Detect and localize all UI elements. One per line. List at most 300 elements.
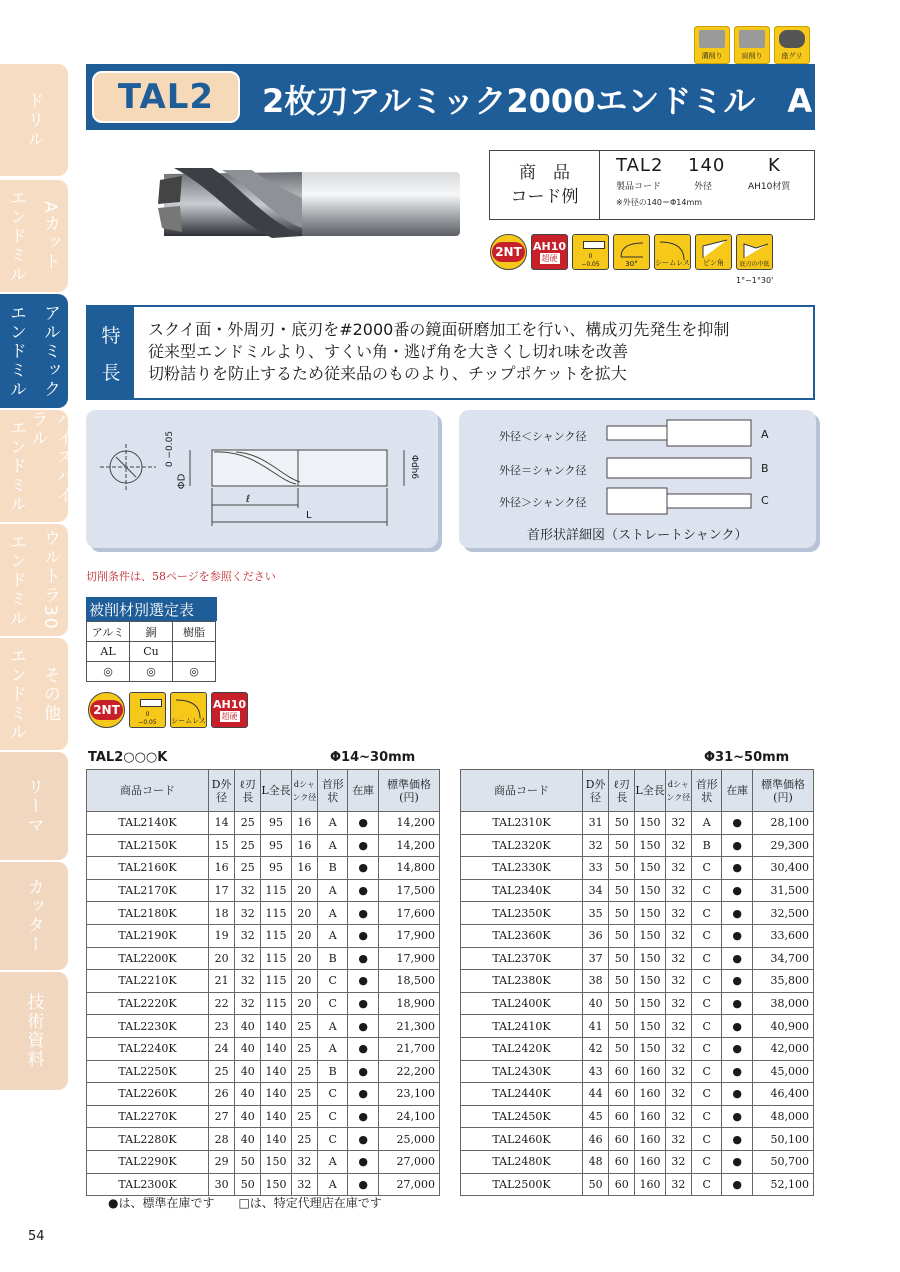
- sharp-corner-label: ピン角: [703, 259, 724, 267]
- list-price-cell: 25,000: [378, 1128, 439, 1151]
- product-code-cell: TAL2350K: [461, 902, 583, 925]
- outer-diameter-cell: 30: [209, 1173, 235, 1196]
- tab-tech[interactable]: [0, 972, 68, 1090]
- outer-diameter-cell: 42: [583, 1037, 609, 1060]
- outer-diameter-cell: 23: [209, 1015, 235, 1038]
- tab-a-cut[interactable]: [33, 180, 68, 292]
- flute-label: 2NT: [90, 700, 123, 720]
- outer-diameter-cell: 25: [209, 1060, 235, 1083]
- table-row: [87, 812, 440, 835]
- col-header: 標準価格(円): [378, 770, 439, 812]
- material-header: 樹脂: [173, 622, 216, 642]
- center-concave-icon: [736, 234, 773, 270]
- shank-diameter-cell: 32: [665, 812, 691, 835]
- stock-cell: ●: [348, 1128, 379, 1151]
- shank-diameter-cell: 25: [291, 1128, 317, 1151]
- table-row: [87, 1173, 440, 1196]
- shank-diameter-cell: 32: [665, 1173, 691, 1196]
- overall-length-cell: 150: [635, 992, 666, 1015]
- product-code-cell: TAL2250K: [87, 1060, 209, 1083]
- seamless-icon: [654, 234, 691, 270]
- shank-diameter-cell: 32: [665, 1037, 691, 1060]
- stock-cell: ●: [348, 834, 379, 857]
- tab-endmill-a[interactable]: [0, 180, 33, 292]
- outer-diameter-cell: 18: [209, 902, 235, 925]
- list-price-cell: 29,300: [752, 834, 813, 857]
- stock-cell: ●: [348, 879, 379, 902]
- shank-diameter-cell: 20: [291, 879, 317, 902]
- tab-reamer[interactable]: [0, 752, 68, 860]
- table-row: [87, 1105, 440, 1128]
- code-label-line2: コード例: [510, 187, 579, 207]
- neck-shape-cell: C: [691, 1105, 722, 1128]
- overall-length-cell: 140: [261, 1128, 292, 1151]
- table-row: [87, 1150, 440, 1173]
- list-price-cell: 40,900: [752, 1015, 813, 1038]
- product-code-cell: TAL2380K: [461, 970, 583, 993]
- icon-caption: 溝削り: [701, 52, 723, 60]
- list-price-cell: 48,000: [752, 1105, 813, 1128]
- list-price-cell: 27,000: [378, 1150, 439, 1173]
- overall-length-cell: 115: [261, 924, 292, 947]
- outer-diameter-cell: 33: [583, 857, 609, 880]
- slotting-icon: [694, 26, 730, 64]
- table-row: [87, 970, 440, 993]
- overall-length-cell: 150: [261, 1150, 292, 1173]
- table-row: [461, 992, 814, 1015]
- series-code-box: [92, 71, 240, 123]
- table-row: [87, 1128, 440, 1151]
- tab-label: ドリル: [23, 91, 44, 149]
- helix-angle-icon: [613, 234, 650, 270]
- col-header: 首形状: [691, 770, 722, 812]
- two-flute-icon: [490, 234, 527, 270]
- stock-cell: ●: [348, 1105, 379, 1128]
- stock-cell: ●: [722, 834, 753, 857]
- stock-cell: ●: [348, 1060, 379, 1083]
- flute-length-cell: 50: [609, 1037, 635, 1060]
- outer-diameter-cell: 24: [209, 1037, 235, 1060]
- flute-length-cell: 60: [609, 1173, 635, 1196]
- sharp-corner-icon: [695, 234, 732, 270]
- outer-diameter-cell: 46: [583, 1128, 609, 1151]
- list-price-cell: 14,200: [378, 812, 439, 835]
- flute-label: 2NT: [492, 242, 525, 262]
- cutting-condition-note[interactable]: 切削条件は、58ページを参照ください: [86, 570, 276, 583]
- outer-diameter-cell: 17: [209, 879, 235, 902]
- shank-diameter-cell: 16: [291, 834, 317, 857]
- flute-length-cell: 50: [609, 970, 635, 993]
- seamless-label: シームレス: [171, 717, 206, 725]
- outer-diameter-cell: 36: [583, 924, 609, 947]
- outer-diameter-cell: 19: [209, 924, 235, 947]
- table-row: [461, 879, 814, 902]
- shank-diameter-cell: 25: [291, 1105, 317, 1128]
- outer-diameter-cell: 28: [209, 1128, 235, 1151]
- outer-diameter-cell: 44: [583, 1083, 609, 1106]
- code-note: ※外径の140＝Φ14mm: [616, 198, 703, 207]
- product-code-cell: TAL2290K: [87, 1150, 209, 1173]
- product-code-cell: TAL2330K: [461, 857, 583, 880]
- tab-label: エンドミル: [6, 188, 26, 284]
- list-price-cell: 17,600: [378, 902, 439, 925]
- shank-diameter-cell: 20: [291, 970, 317, 993]
- stock-cell: ●: [348, 1037, 379, 1060]
- dimension-diagram: [86, 410, 438, 548]
- stock-cell: ●: [348, 1150, 379, 1173]
- tab-ultra30[interactable]: [33, 524, 68, 636]
- product-code-cell: TAL2440K: [461, 1083, 583, 1106]
- flute-length-cell: 50: [609, 879, 635, 902]
- product-code-cell: TAL2410K: [461, 1015, 583, 1038]
- flute-length-cell: 32: [235, 970, 261, 993]
- neck-shape-cell: C: [691, 902, 722, 925]
- outer-diameter-cell: 26: [209, 1083, 235, 1106]
- table-row: [461, 1037, 814, 1060]
- feature-line: 切粉詰りを防止するため従来品のものより、チップポケットを拡大: [148, 364, 627, 383]
- neck-row-label: 外径＝シャンク径: [499, 464, 587, 477]
- price-table-left: [86, 769, 440, 1196]
- stock-cell: ●: [722, 1083, 753, 1106]
- stock-cell: ●: [722, 1037, 753, 1060]
- tab-endmill-aluminum[interactable]: [0, 294, 33, 408]
- list-price-cell: 21,700: [378, 1037, 439, 1060]
- flute-length-cell: 60: [609, 1105, 635, 1128]
- list-price-cell: 28,100: [752, 812, 813, 835]
- product-code-cell: TAL2260K: [87, 1083, 209, 1106]
- dimension-drawing: [86, 410, 438, 548]
- product-code-cell: TAL2170K: [87, 879, 209, 902]
- neck-shape-cell: C: [317, 970, 348, 993]
- tolerance-top: 0: [588, 253, 593, 260]
- neck-row-label: 外径＞シャンク径: [499, 496, 587, 509]
- stock-cell: ●: [348, 1015, 379, 1038]
- neck-shape-cell: A: [317, 812, 348, 835]
- tolerance-bottom: −0.05: [581, 261, 600, 268]
- tab-label: リーマ: [23, 777, 44, 835]
- overall-length-cell: 160: [635, 1083, 666, 1106]
- code-material: K: [768, 155, 781, 176]
- tolerance-icon: [129, 692, 166, 728]
- page-number: 54: [28, 1229, 45, 1244]
- shank-diameter-cell: 32: [665, 1060, 691, 1083]
- list-price-cell: 50,700: [752, 1150, 813, 1173]
- tab-endmill-ultra[interactable]: [0, 524, 33, 636]
- overall-length-cell: 150: [635, 924, 666, 947]
- tab-others[interactable]: [33, 638, 68, 750]
- code-diameter: 140: [688, 155, 726, 176]
- product-code-cell: TAL2300K: [87, 1173, 209, 1196]
- overall-length-cell: 95: [261, 857, 292, 880]
- list-price-cell: 21,300: [378, 1015, 439, 1038]
- tab-drill[interactable]: [0, 64, 68, 176]
- neck-row-label: 外径＜シャンク径: [499, 430, 587, 443]
- outer-diameter-cell: 50: [583, 1173, 609, 1196]
- flute-length-cell: 32: [235, 992, 261, 1015]
- flute-length-cell: 60: [609, 1150, 635, 1173]
- neck-shape-cell: C: [317, 1105, 348, 1128]
- tolerance-label: 0 −0.05: [165, 430, 176, 468]
- center-concave-label: 底刃の中低: [739, 261, 770, 268]
- product-code-cell: TAL2370K: [461, 947, 583, 970]
- neck-shape-cell: B: [317, 947, 348, 970]
- overall-length-cell: 160: [635, 1105, 666, 1128]
- col-header: L全長: [635, 770, 666, 812]
- flute-length-cell: 40: [235, 1037, 261, 1060]
- col-header: 在庫: [348, 770, 379, 812]
- list-price-cell: 46,400: [752, 1083, 813, 1106]
- stock-cell: ●: [348, 812, 379, 835]
- material-rating: ◎: [173, 662, 216, 682]
- neck-shape-cell: A: [317, 1037, 348, 1060]
- material-header: 銅: [130, 622, 173, 642]
- code-material-caption: AH10材質: [748, 182, 791, 192]
- outer-diameter-cell: 20: [209, 947, 235, 970]
- overall-length-cell: 150: [635, 834, 666, 857]
- table-row: [461, 970, 814, 993]
- flute-length-cell: 50: [609, 812, 635, 835]
- table-row: [87, 1037, 440, 1060]
- overall-length-cell: 140: [261, 1015, 292, 1038]
- overall-length-cell: 160: [635, 1173, 666, 1196]
- list-price-cell: 17,900: [378, 947, 439, 970]
- flute-length-cell: 50: [609, 947, 635, 970]
- neck-shape-cell: A: [317, 1015, 348, 1038]
- spec-icons-small: [88, 692, 248, 728]
- features-box: [86, 305, 815, 400]
- tolerance-icon: [572, 234, 609, 270]
- list-price-cell: 14,800: [378, 857, 439, 880]
- outer-diameter-cell: 43: [583, 1060, 609, 1083]
- product-code-cell: TAL2320K: [461, 834, 583, 857]
- product-code-cell: TAL2420K: [461, 1037, 583, 1060]
- product-code-cell: TAL2190K: [87, 924, 209, 947]
- flute-length-cell: 32: [235, 879, 261, 902]
- overall-length-cell: 150: [635, 812, 666, 835]
- table-row: [461, 857, 814, 880]
- outer-diameter-cell: 38: [583, 970, 609, 993]
- product-code-cell: TAL2230K: [87, 1015, 209, 1038]
- product-code-cell: TAL2460K: [461, 1128, 583, 1151]
- outer-diameter-cell: 21: [209, 970, 235, 993]
- outer-diameter-cell: 15: [209, 834, 235, 857]
- shank-diameter-cell: 32: [665, 1083, 691, 1106]
- overall-length-cell: 150: [635, 879, 666, 902]
- tab-label: Aカット: [40, 200, 60, 272]
- table-row: [87, 1083, 440, 1106]
- shank-diameter-cell: 25: [291, 1060, 317, 1083]
- stock-legend: ●は、標準在庫です □は、特定代理店在庫です: [108, 1196, 382, 1210]
- list-price-cell: 22,200: [378, 1060, 439, 1083]
- shank-diameter-cell: 32: [665, 879, 691, 902]
- tab-label: ウルトラ30: [40, 529, 60, 631]
- material-rating: ◎: [130, 662, 173, 682]
- list-price-cell: 17,900: [378, 924, 439, 947]
- neck-shape-cell: A: [317, 902, 348, 925]
- series-code: TAL2: [117, 77, 215, 117]
- neck-shape-cell: C: [317, 992, 348, 1015]
- table-row: [461, 1083, 814, 1106]
- flute-length-cell: 50: [609, 992, 635, 1015]
- flute-length-cell: 25: [235, 812, 261, 835]
- feature-line: 従来型エンドミルより、すくい角・逃げ角を大きくし切れ味を改善: [148, 342, 629, 361]
- overall-length-cell: 150: [635, 902, 666, 925]
- shank-diameter-cell: 32: [665, 947, 691, 970]
- grade-label: AH10: [212, 698, 247, 711]
- code-series-caption: 製品コード: [616, 182, 662, 192]
- neck-shape-cell: C: [317, 1083, 348, 1106]
- tab-label: カッター: [23, 878, 44, 954]
- neck-type: A: [761, 428, 769, 441]
- tab-aluminum[interactable]: [33, 294, 68, 408]
- material-table: [86, 621, 216, 682]
- flute-length-cell: 50: [235, 1150, 261, 1173]
- neck-shape-cell: A: [317, 924, 348, 947]
- spec-icons: [490, 234, 773, 270]
- shank-diameter-cell: 32: [665, 1015, 691, 1038]
- code-series: TAL2: [616, 155, 664, 176]
- flute-length-cell: 40: [235, 1128, 261, 1151]
- table-row: [87, 857, 440, 880]
- col-header: dシャンク径: [665, 770, 691, 812]
- grade-icon: AH10 超硬: [211, 692, 248, 728]
- list-price-cell: 52,100: [752, 1173, 813, 1196]
- stock-cell: ●: [722, 992, 753, 1015]
- shank-diameter-cell: 32: [291, 1173, 317, 1196]
- stock-cell: ●: [722, 879, 753, 902]
- shank-diameter-cell: 32: [665, 1128, 691, 1151]
- list-price-cell: 42,000: [752, 1037, 813, 1060]
- feature-line: スクイ面・外周刃・底刃を#2000番の鏡面研磨加工を行い、構成刃先発生を抑制: [148, 320, 730, 339]
- neck-shape-cell: C: [691, 879, 722, 902]
- product-code-cell: TAL2180K: [87, 902, 209, 925]
- shank-diameter-cell: 32: [665, 857, 691, 880]
- neck-shape-cell: C: [317, 1128, 348, 1151]
- outer-diameter-cell: 40: [583, 992, 609, 1015]
- shank-diameter-cell: 20: [291, 924, 317, 947]
- shank-diameter-cell: 16: [291, 857, 317, 880]
- tab-endmill-other[interactable]: [0, 638, 33, 750]
- product-code-cell: TAL2400K: [461, 992, 583, 1015]
- neck-caption: 首形状詳細図（ストレートシャンク）: [527, 528, 748, 543]
- grade-label: AH10: [532, 240, 567, 253]
- flute-length-cell: 25: [235, 857, 261, 880]
- shank-diameter-cell: 32: [665, 834, 691, 857]
- product-code-cell: TAL2450K: [461, 1105, 583, 1128]
- tab-label: エンドミル: [6, 646, 26, 742]
- outer-diameter-cell: 22: [209, 992, 235, 1015]
- table-row: [461, 902, 814, 925]
- col-header: D外径: [583, 770, 609, 812]
- helix-label: 30°: [625, 260, 638, 268]
- stock-cell: ●: [722, 1128, 753, 1151]
- stock-cell: ●: [348, 857, 379, 880]
- stock-cell: ●: [348, 970, 379, 993]
- flute-length-cell: 60: [609, 1060, 635, 1083]
- product-code-cell: TAL2220K: [87, 992, 209, 1015]
- stock-cell: ●: [722, 1150, 753, 1173]
- tab-label: その他: [40, 665, 60, 723]
- product-code-cell: TAL2280K: [87, 1128, 209, 1151]
- seamless-icon: [170, 692, 207, 728]
- outer-diameter-cell: 35: [583, 902, 609, 925]
- neck-shape-cell: C: [691, 992, 722, 1015]
- endmill-photo: [152, 158, 462, 250]
- table-row: [87, 947, 440, 970]
- overall-length-cell: 140: [261, 1105, 292, 1128]
- flute-length-cell: 40: [235, 1105, 261, 1128]
- neck-shape-cell: C: [691, 857, 722, 880]
- stock-cell: ●: [348, 902, 379, 925]
- tab-label: エンドミル: [6, 418, 26, 514]
- neck-shape-cell: C: [691, 970, 722, 993]
- list-price-cell: 38,000: [752, 992, 813, 1015]
- title-bar: [86, 64, 884, 130]
- table-row: [461, 1060, 814, 1083]
- stock-cell: ●: [348, 947, 379, 970]
- neck-type: C: [761, 494, 769, 507]
- diameter-label: ΦD: [176, 473, 188, 490]
- stock-cell: ●: [722, 924, 753, 947]
- col-header: 標準価格(円): [752, 770, 813, 812]
- table-row: [87, 834, 440, 857]
- outer-diameter-cell: 34: [583, 879, 609, 902]
- grade-icon: AH10 超硬: [531, 234, 568, 270]
- neck-shape-cell: C: [691, 1037, 722, 1060]
- table-row: [87, 879, 440, 902]
- flute-length-cell: 60: [609, 1083, 635, 1106]
- product-code-cell: TAL2240K: [87, 1037, 209, 1060]
- col-header: ℓ刃長: [609, 770, 635, 812]
- outer-diameter-cell: 45: [583, 1105, 609, 1128]
- features-label-2: 長: [101, 361, 121, 384]
- col-header: 商品コード: [87, 770, 209, 812]
- stock-cell: ●: [722, 947, 753, 970]
- tab-high-spiral[interactable]: [27, 410, 73, 522]
- list-price-cell: 14,200: [378, 834, 439, 857]
- features-label-1: 特: [101, 324, 121, 347]
- icon-caption: 肩削り: [741, 52, 763, 60]
- table-row: [461, 834, 814, 857]
- two-flute-icon: [88, 692, 125, 728]
- stock-cell: ●: [722, 902, 753, 925]
- shank-diameter-cell: 20: [291, 992, 317, 1015]
- col-header: D外径: [209, 770, 235, 812]
- overall-length-cell: 115: [261, 902, 292, 925]
- col-header: L全長: [261, 770, 292, 812]
- list-price-cell: 18,900: [378, 992, 439, 1015]
- shank-diameter-cell: 25: [291, 1015, 317, 1038]
- flute-length-cell: 25: [235, 834, 261, 857]
- table-range-right: Φ31~50mm: [704, 750, 790, 765]
- table-row: [87, 924, 440, 947]
- overall-length-cell: 140: [261, 1060, 292, 1083]
- stock-cell: ●: [722, 857, 753, 880]
- overall-length-label: L: [306, 510, 312, 521]
- list-price-cell: 27,000: [378, 1173, 439, 1196]
- table-row: [461, 1173, 814, 1196]
- product-code-cell: TAL2160K: [87, 857, 209, 880]
- flute-length-label: ℓ: [246, 494, 251, 505]
- overall-length-cell: 150: [261, 1173, 292, 1196]
- neck-shape-cell: B: [691, 834, 722, 857]
- product-code-cell: TAL2210K: [87, 970, 209, 993]
- col-header: 首形状: [317, 770, 348, 812]
- tab-cutter[interactable]: [0, 862, 68, 970]
- list-price-cell: 35,800: [752, 970, 813, 993]
- overall-length-cell: 150: [635, 970, 666, 993]
- overall-length-cell: 150: [635, 857, 666, 880]
